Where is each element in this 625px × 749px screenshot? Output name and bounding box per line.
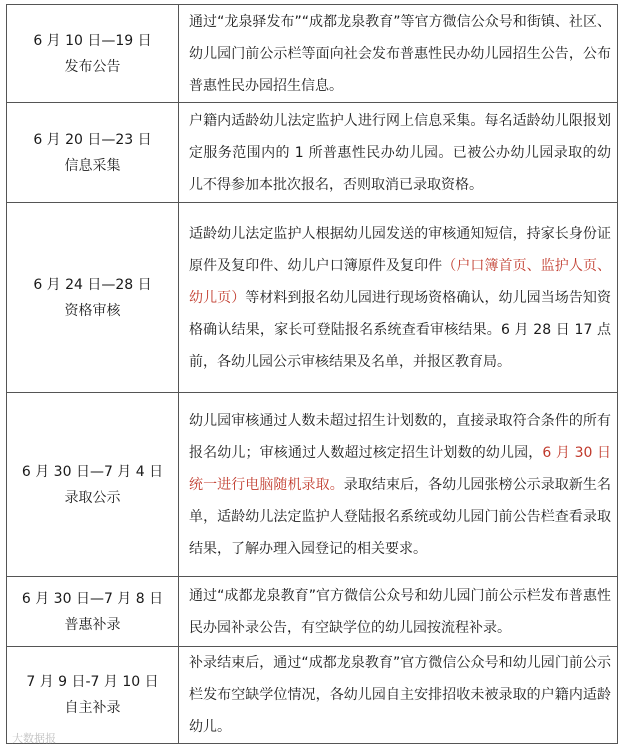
schedule-row xyxy=(7,393,618,577)
date-range: 6 月 20 日—23 日 xyxy=(33,131,152,148)
date-cell xyxy=(7,203,179,393)
phase-name: 录取公示 xyxy=(64,489,121,506)
phase-name: 资格审核 xyxy=(64,302,121,319)
enrollment-schedule-table xyxy=(6,4,618,744)
phase-name: 信息采集 xyxy=(64,157,121,174)
description-cell xyxy=(179,647,618,744)
highlighted-text: （户口簿首页、监护人页、幼儿页） xyxy=(189,257,612,306)
phase-name: 自主补录 xyxy=(64,700,121,716)
description-cell xyxy=(179,393,618,577)
date-range: 6 月 24 日—28 日 xyxy=(33,276,152,293)
date-cell xyxy=(7,5,179,103)
date-cell xyxy=(7,103,179,203)
date-cell xyxy=(7,577,179,647)
date-range: 6 月 30 日—7 月 8 日 xyxy=(21,590,164,607)
schedule-row xyxy=(7,103,618,203)
description-cell xyxy=(179,103,618,203)
schedule-row xyxy=(7,203,618,393)
schedule-row xyxy=(7,577,618,647)
date-cell xyxy=(7,647,179,744)
date-range: 6 月 10 日—19 日 xyxy=(33,32,152,49)
watermark: 大数据报 xyxy=(12,732,56,745)
schedule-row xyxy=(7,5,618,103)
description-text: 通过“龙泉驿发布”“成都龙泉教育”等官方微信公众号和街镇、社区、幼儿园门前公示栏等面向社会发布普惠性民办幼儿园招生公告，公布普惠性民办园招生信息。 xyxy=(189,13,611,94)
date-range: 7 月 9 日-7 月 10 日 xyxy=(26,674,159,690)
description-text: 通过“成都龙泉教育”官方微信公众号和幼儿园门前公示栏发布普惠性民办园补录公告，有空缺学位的幼儿园按流程补录。 xyxy=(189,587,611,636)
phase-name: 发布公告 xyxy=(64,58,121,75)
highlighted-text: 6 月 30 日统一进行电脑随机录取。 xyxy=(189,444,612,493)
description-text: 录取结束后，各幼儿园张榜公示录取新生名单，适龄幼儿法定监护人登陆报名系统或幼儿园门前公告栏查看录取结果，了解办理入园登记的相关要求。 xyxy=(189,476,612,557)
schedule-row xyxy=(7,647,618,744)
description-cell xyxy=(179,577,618,647)
phase-name: 普惠补录 xyxy=(64,616,121,633)
description-cell xyxy=(179,203,618,393)
description-text: 补录结束后，通过“成都龙泉教育”官方微信公众号和幼儿园门前公示栏发布空缺学位情况，各幼儿园自主安排招收未被录取的户籍内适龄幼儿。 xyxy=(189,655,611,735)
date-range: 6 月 30 日—7 月 4 日 xyxy=(21,463,164,480)
date-cell xyxy=(7,393,179,577)
description-text: 适龄幼儿法定监护人根据幼儿园发送的审核通知短信，持家长身份证原件及复印件、幼儿户口簿原件及复印件 xyxy=(189,225,611,274)
description-cell xyxy=(179,5,618,103)
description-text: 幼儿园审核通过人数未超过招生计划数的，直接录取符合条件的所有报名幼儿；审核通过人数超过核定招生计划数的幼儿园， xyxy=(189,412,611,461)
description-text: 户籍内适龄幼儿法定监护人进行网上信息采集。每名适龄幼儿限报划定服务范围内的 1 所普惠性民办幼儿园。已被公办幼儿园录取的幼儿不得参加本批次报名，否则取消已录取资格。 xyxy=(189,112,611,193)
description-text: 等材料到报名幼儿园进行现场资格确认，幼儿园当场告知资格确认结果，家长可登陆报名系统查看审核结果。6 月 28 日 17 点前，各幼儿园公示审核结果及名单，并报区教育局。 xyxy=(189,289,612,370)
